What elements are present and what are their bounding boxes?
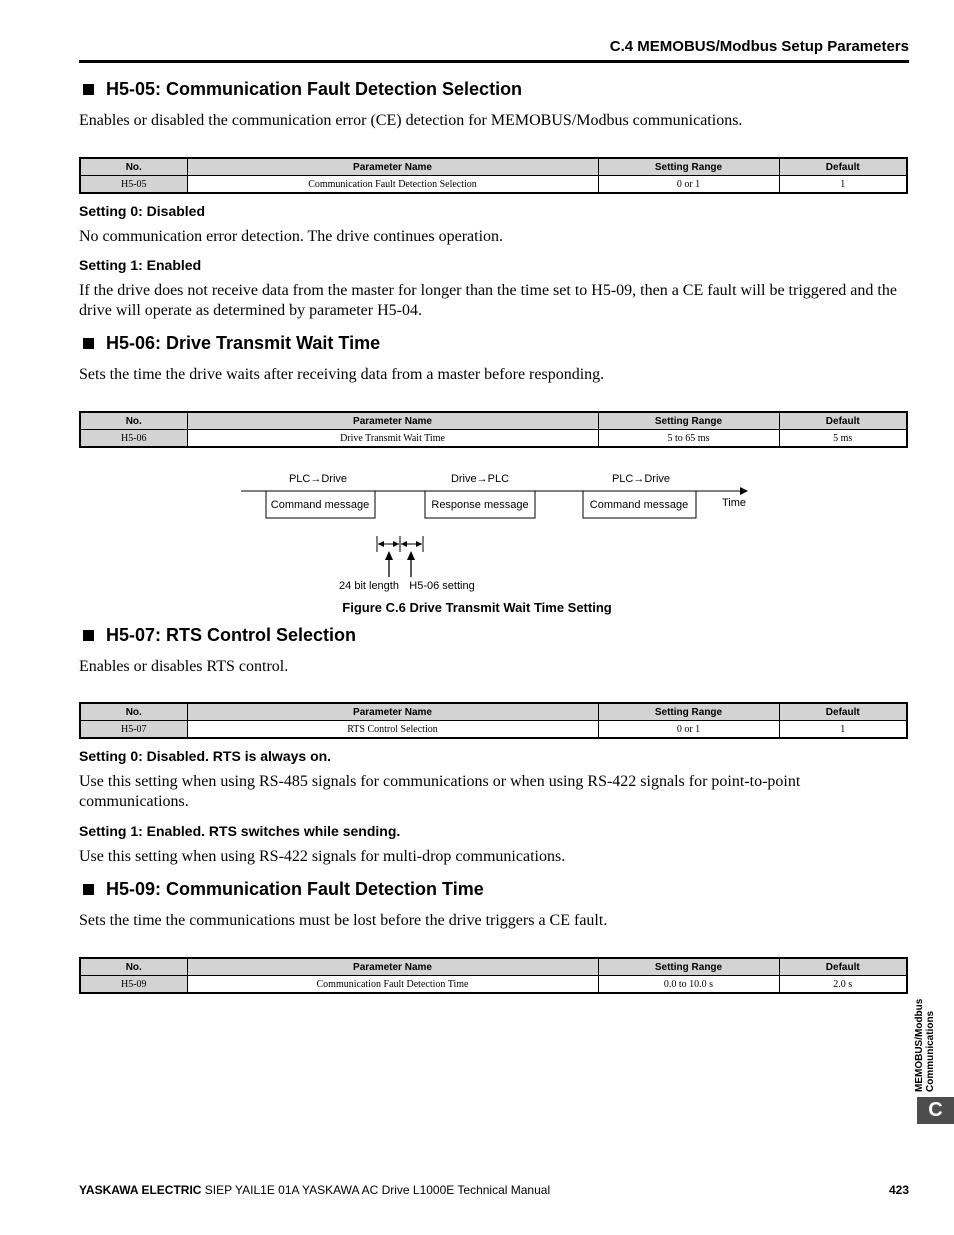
parameter-table-h5-07 [79, 702, 908, 739]
timeline-arrow-icon [740, 487, 748, 495]
setting-text: If the drive does not receive data from the master for longer than the time set to H5-09, then a CE fault will be triggered and the drive will operate as determined by parameter H5-04. [79, 282, 897, 319]
interval-arrow-icon [378, 541, 384, 547]
running-header: C.4 MEMOBUS/Modbus Setup Parameters [609, 38, 909, 55]
table-row [80, 976, 907, 994]
time-axis-label: Time [722, 497, 747, 509]
cell-no: H5-07 [80, 721, 187, 739]
h5-06-setting-label: H5-06 setting [409, 580, 475, 592]
table-row [80, 430, 907, 448]
chapter-tab[interactable]: C [917, 1097, 954, 1124]
table-row [80, 721, 907, 739]
parameter-table-h5-06 [79, 411, 908, 448]
cell-name: Drive Transmit Wait Time [187, 430, 598, 448]
box-label: Command message [589, 499, 689, 511]
footer-brand: YASKAWA ELECTRIC [79, 1183, 202, 1197]
cell-range: 0 or 1 [598, 176, 779, 194]
column-header-range: Setting Range [598, 703, 779, 721]
cell-name: Communication Fault Detection Selection [187, 176, 598, 194]
setting-text: Use this setting when using RS-485 signals for communications or when using RS-422 signals for point-to-point communications. [79, 773, 801, 810]
section-intro: Enables or disables RTS control. [79, 658, 289, 675]
section-heading-h5-06 [83, 333, 380, 354]
bullet-square-icon [83, 338, 94, 349]
box-label: Response message [431, 499, 529, 511]
pointer-arrow-icon [407, 551, 415, 560]
interval-arrow-icon [401, 541, 407, 547]
section-intro: Sets the time the drive waits after receiving data from a master before responding. [79, 366, 605, 383]
direction-label-plc-drive: PLC→Drive [288, 473, 348, 485]
footer-manual-name: SIEP YAIL1E 01A YASKAWA AC Drive L1000E Technical Manual [201, 1183, 551, 1197]
setting-text: No communication error detection. The drive continues operation. [79, 228, 504, 245]
column-header-no: No. [80, 412, 187, 430]
cell-default: 2.0 s [779, 976, 907, 994]
heading-text: H5-07: RTS Control Selection [106, 625, 357, 645]
section-intro: Enables or disabled the communication error (CE) detection for MEMOBUS/Modbus communications. [79, 112, 743, 129]
column-header-range: Setting Range [598, 158, 779, 176]
setting-text: Use this setting when using RS-422 signals for multi-drop communications. [79, 848, 566, 865]
bit-length-label: 24 bit length [339, 580, 399, 592]
cell-default: 1 [779, 721, 907, 739]
bullet-square-icon [83, 84, 94, 95]
bullet-square-icon [83, 884, 94, 895]
column-header-no: No. [80, 158, 187, 176]
table-row [80, 176, 907, 194]
table-header-row [80, 412, 907, 430]
table-header-row [80, 958, 907, 976]
cell-name: RTS Control Selection [187, 721, 598, 739]
side-label-line: Communications [925, 1010, 936, 1092]
column-header-name: Parameter Name [187, 703, 598, 721]
setting-heading: Setting 1: Enabled [79, 257, 202, 273]
page-number: 423 [888, 1183, 909, 1197]
figure-caption: Figure C.6 Drive Transmit Wait Time Setting [342, 600, 612, 615]
bullet-square-icon [83, 630, 94, 641]
setting-heading: Setting 1: Enabled. RTS switches while sending. [79, 823, 401, 839]
section-heading-h5-07 [83, 625, 356, 646]
direction-label-plc-drive: PLC→Drive [611, 473, 671, 485]
column-header-name: Parameter Name [187, 412, 598, 430]
cell-range: 0 or 1 [598, 721, 779, 739]
direction-label-drive-plc: Drive→PLC [450, 473, 510, 485]
box-label: Command message [270, 499, 370, 511]
table-header-row [80, 158, 907, 176]
column-header-no: No. [80, 703, 187, 721]
table-header-row [80, 703, 907, 721]
interval-arrow-icon [416, 541, 422, 547]
cell-range: 0.0 to 10.0 s [598, 976, 779, 994]
section-heading-h5-09 [83, 879, 484, 900]
column-header-range: Setting Range [598, 958, 779, 976]
cell-default: 5 ms [779, 430, 907, 448]
header-rule [79, 60, 909, 63]
cell-default: 1 [779, 176, 907, 194]
cell-name: Communication Fault Detection Time [187, 976, 598, 994]
column-header-default: Default [779, 703, 907, 721]
section-heading-h5-05 [83, 79, 522, 100]
cell-no: H5-05 [80, 176, 187, 194]
cell-no: H5-09 [80, 976, 187, 994]
parameter-table-h5-05 [79, 157, 908, 194]
pointer-arrow-icon [385, 551, 393, 560]
interval-arrow-icon [393, 541, 399, 547]
column-header-range: Setting Range [598, 412, 779, 430]
column-header-name: Parameter Name [187, 158, 598, 176]
column-header-default: Default [779, 958, 907, 976]
cell-range: 5 to 65 ms [598, 430, 779, 448]
setting-heading: Setting 0: Disabled [79, 203, 206, 219]
column-header-default: Default [779, 412, 907, 430]
parameter-table-h5-09 [79, 957, 908, 994]
footer-manual-title [79, 1183, 550, 1197]
chapter-side-label [914, 972, 936, 1092]
side-label-line: MEMOBUS/Modbus [914, 998, 925, 1092]
column-header-no: No. [80, 958, 187, 976]
column-header-default: Default [779, 158, 907, 176]
column-header-name: Parameter Name [187, 958, 598, 976]
section-intro: Sets the time the communications must be lost before the drive triggers a CE fault. [79, 912, 608, 929]
cell-no: H5-06 [80, 430, 187, 448]
heading-text: H5-09: Communication Fault Detection Time [106, 879, 484, 899]
heading-text: H5-06: Drive Transmit Wait Time [106, 333, 381, 353]
heading-text: H5-05: Communication Fault Detection Selection [106, 79, 523, 99]
setting-heading: Setting 0: Disabled. RTS is always on. [79, 748, 332, 764]
timing-diagram [0, 460, 954, 600]
